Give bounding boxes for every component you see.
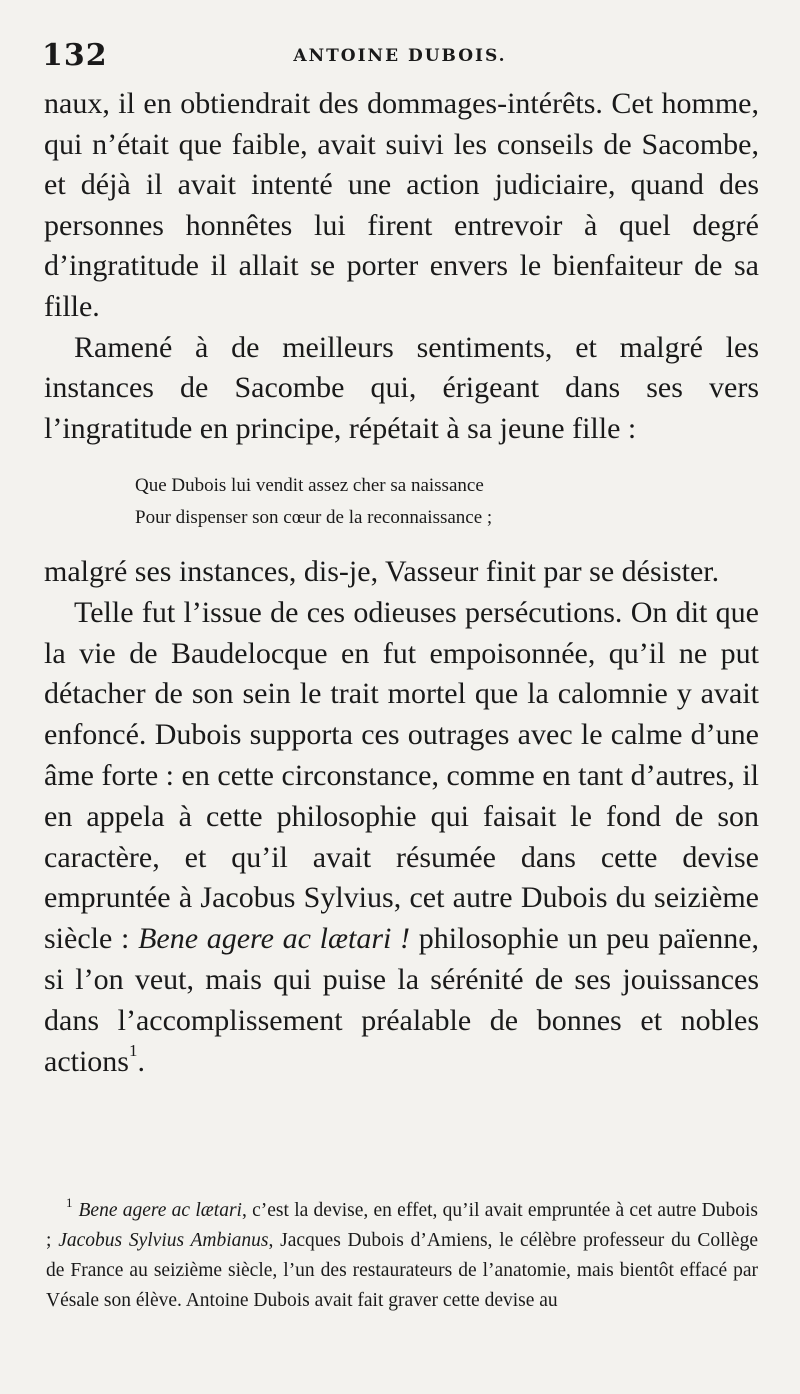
verse-line-1: Que Dubois lui vendit assez cher sa naissance [135,475,484,496]
footnote-marker: 1 [66,1195,73,1210]
body-text-upper [44,84,759,449]
page-number: 132 [42,38,108,73]
running-title: ANTOINE DUBOIS. [293,46,507,66]
paragraph-4-end: . [137,1044,145,1078]
paragraph-4 [44,593,759,1083]
paragraph-4-part-2: philosophie un peu païenne, si l’on veut, mais qui puise la sérénité de ses jouissances dans l’accomplissement préalable de bonnes et nobles actions [44,922,760,1078]
paragraph-1: naux, il en obtiendrait des dommages-intérêts. Cet homme, qui n’était que faible, avait suivi les conseils de Sacombe, et déjà il avait intenté une action judiciaire, quand des personnes honnêtes lui firent entrevoir à quel degré d’ingratitude il allait se porter envers le bienfaiteur de sa fille. [44,87,759,323]
verse-quote [135,470,492,534]
verse-line-2: Pour dispenser son cœur de la reconnaissance ; [135,507,493,528]
motto-italic: Bene agere ac lætari ! [138,922,411,956]
footnote-reference[interactable]: 1 [128,1040,138,1060]
paragraph-4-part-1: Telle fut l’issue de ces odieuses persécutions. On dit que la vie de Baudelocque en fut empoisonnée, qu’il ne put détacher de son sein le trait mortel que la calomnie y avait enfoncé. Dubois supporta ces outrages avec le calme d’une âme forte : en cette circonstance, comme en tant d’autres, il en appela à cette philosophie qui faisait le fond de son caractère, et qu’il avait résumée dans cette devise empruntée à Jacobus Sylvius, cet autre Dubois du seizième siècle : [44,595,759,956]
paragraph-3: malgré ses instances, dis-je, Vasseur finit par se désister. [44,555,720,588]
paragraph-2: Ramené à de meilleurs sentiments, et malgré les instances de Sacombe qui, érigeant dans ses vers l’ingratitude en principe, répétait à sa jeune fille : [44,330,759,445]
body-text-lower [44,552,759,1082]
footnote-italic-1: Bene agere ac lætari [78,1200,242,1221]
footnote-text-2: , Jacques Dubois d’Amiens, le célèbre professeur du Collège de France au seizième siècle, l’un des restaurateurs de l’anatomie, mais bientôt effacé par Vésale son élève. Antoine Dubois avait fait graver cette devise au [46,1230,758,1311]
footnote-text-1: , c’est la devise, en effet, qu’il avait empruntée à cet autre Dubois ; [46,1200,758,1251]
page-header [42,38,758,78]
footnote [46,1196,758,1316]
footnote-italic-2: Jacobus Sylvius Ambianus [58,1230,269,1251]
